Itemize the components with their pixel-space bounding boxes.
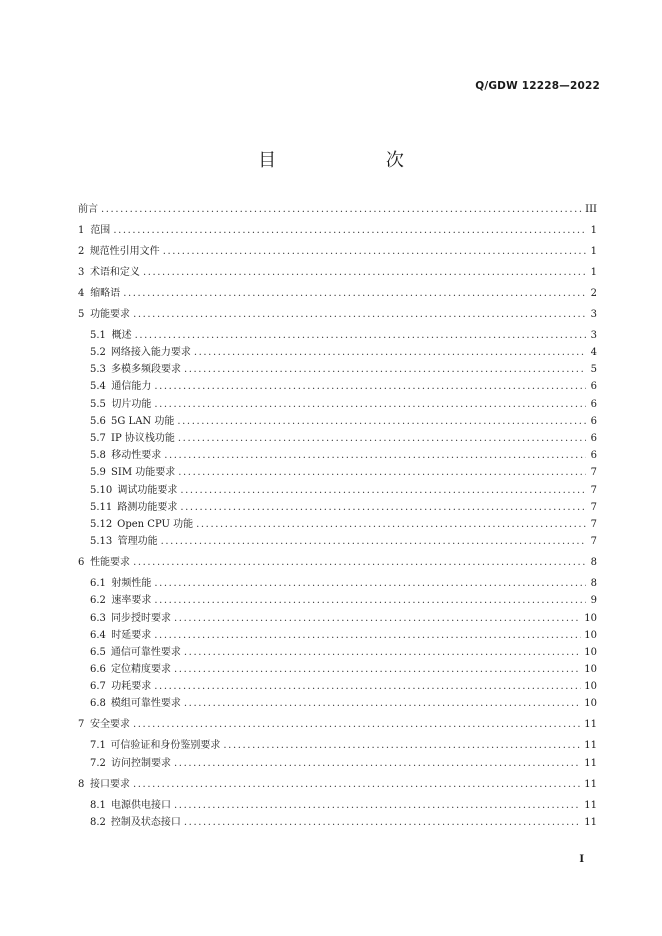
- toc-entry-number: 6.8: [90, 698, 106, 710]
- toc-entry[interactable]: [78, 694, 597, 711]
- toc-leader-dots: [154, 595, 586, 606]
- toc-leader-dots: [133, 309, 586, 320]
- page-number: I: [579, 854, 584, 865]
- toc-entry[interactable]: [78, 532, 597, 549]
- toc-entry[interactable]: [78, 796, 597, 813]
- toc-entry-page: 10: [584, 681, 597, 693]
- toc-leader-dots: [184, 647, 581, 658]
- toc-entry[interactable]: [78, 715, 597, 732]
- toc-entry-label: 控制及状态接口: [110, 816, 181, 828]
- toc-entry[interactable]: [78, 775, 597, 792]
- toc-entry-label: 管理功能: [117, 536, 158, 548]
- toc-leader-dots: [174, 800, 581, 811]
- toc-entry-label: 缩略语: [90, 287, 121, 299]
- toc-entry-number: 5.3: [90, 364, 106, 376]
- toc-entry[interactable]: [78, 242, 597, 259]
- toc-entry-page: 5: [590, 364, 597, 376]
- toc-entry[interactable]: [78, 754, 597, 771]
- page-title: 目 次: [258, 150, 456, 171]
- toc-leader-dots: [184, 698, 581, 709]
- toc-entry-number: 8.1: [90, 799, 106, 811]
- toc-leader-dots: [223, 740, 581, 751]
- toc-entry[interactable]: [78, 498, 597, 515]
- toc-entry-page: 7: [590, 467, 597, 479]
- toc-entry-label: 前言: [78, 204, 98, 215]
- toc-entry[interactable]: [78, 200, 597, 217]
- toc-entry-page: 4: [590, 347, 597, 359]
- toc-entry-number: 7.1: [90, 740, 106, 752]
- toc-entry-label: 功耗要求: [111, 681, 152, 693]
- toc-entry-page: 10: [584, 664, 597, 676]
- toc-entry-label: 路测功能要求: [117, 501, 178, 513]
- toc-entry-page: 10: [584, 646, 597, 658]
- toc-entry-label: 速率要求: [111, 595, 152, 607]
- toc-entry-label: 功能要求: [90, 308, 131, 320]
- toc-entry-page: 7: [590, 536, 597, 548]
- toc-entry[interactable]: [78, 553, 597, 570]
- toc-entry[interactable]: [78, 626, 597, 643]
- toc-entry-page: 11: [584, 757, 597, 769]
- toc-entry-number: 6.3: [90, 612, 106, 624]
- document-code: Q/GDW 12228—2022: [475, 80, 600, 92]
- toc-leader-dots: [177, 416, 586, 427]
- toc-entry-label: 性能要求: [90, 557, 131, 569]
- toc-entry-page: 3: [590, 329, 597, 341]
- toc-leader-dots: [113, 225, 586, 236]
- toc-entry-number: 6.5: [90, 646, 106, 658]
- toc-leader-dots: [180, 502, 586, 513]
- toc-leader-dots: [133, 779, 581, 790]
- toc-entry-number: 8: [78, 778, 85, 790]
- toc-entry[interactable]: [78, 736, 597, 753]
- toc-entry-label: 模组可靠性要求: [110, 698, 181, 710]
- toc-entry[interactable]: [78, 643, 597, 660]
- toc-leader-dots: [161, 536, 586, 547]
- toc-entry-label: 同步授时要求: [111, 612, 172, 624]
- toc-entry[interactable]: [78, 395, 597, 412]
- toc-leader-dots: [174, 613, 581, 624]
- toc-entry-label: 调试功能要求: [117, 484, 178, 496]
- toc-entry-label: 定位精度要求: [111, 664, 172, 676]
- toc-entry[interactable]: [78, 591, 597, 608]
- toc-leader-dots: [163, 246, 586, 257]
- toc-entry-page: 11: [584, 740, 597, 752]
- toc-entry-page: 11: [584, 719, 597, 731]
- toc-entry-label: 多模多频段要求: [110, 364, 181, 376]
- toc-leader-dots: [154, 381, 586, 392]
- toc-entry-label: Open CPU 功能: [117, 518, 194, 530]
- toc-leader-dots: [174, 758, 581, 769]
- toc-entry-page: 6: [590, 381, 597, 393]
- toc-entry-page: 9: [590, 595, 597, 607]
- toc-entry[interactable]: [78, 677, 597, 694]
- toc-entry-page: 11: [584, 799, 597, 811]
- toc-entry-number: 2: [78, 245, 85, 257]
- toc-entry[interactable]: [78, 660, 597, 677]
- toc-entry-label: 术语和定义: [89, 266, 140, 278]
- toc-entry[interactable]: [78, 574, 597, 591]
- toc-entry-number: 6.6: [90, 664, 106, 676]
- toc-entry-page: 6: [590, 433, 597, 445]
- toc-entry-number: 5.2: [90, 347, 106, 359]
- toc-entry-page: 1: [590, 266, 597, 278]
- toc-entry-page: 10: [584, 698, 597, 710]
- toc-entry[interactable]: [78, 284, 597, 301]
- toc-leader-dots: [178, 433, 586, 444]
- toc-leader-dots: [101, 204, 582, 215]
- toc-entry[interactable]: [78, 463, 597, 480]
- toc-entry-label: 网络接入能力要求: [110, 347, 191, 359]
- toc-entry-label: 5G LAN 功能: [111, 415, 175, 427]
- toc-entry-label: 可信验证和身份鉴别要求: [110, 740, 221, 752]
- toc-leader-dots: [194, 347, 586, 358]
- toc-entry-number: 5.9: [90, 467, 106, 479]
- toc-leader-dots: [184, 364, 586, 375]
- toc-leader-dots: [174, 664, 581, 675]
- toc-entry-number: 5.8: [90, 450, 106, 462]
- toc-leader-dots: [154, 399, 586, 410]
- toc-entry-page: III: [585, 204, 597, 215]
- toc-leader-dots: [123, 288, 586, 299]
- toc-entry-page: 1: [590, 245, 597, 257]
- toc-entry-page: 6: [590, 398, 597, 410]
- toc-entry-number: 6.2: [90, 595, 106, 607]
- toc-entry-number: 5.7: [90, 433, 106, 445]
- toc-entry-label: 访问控制要求: [111, 757, 172, 769]
- toc-entry-label: 切片功能: [111, 398, 152, 410]
- toc-leader-dots: [133, 719, 581, 730]
- toc-entry-label: 范围: [90, 224, 111, 236]
- toc-entry-page: 10: [584, 612, 597, 624]
- toc-entry-number: 7: [78, 719, 85, 731]
- toc-entry-number: 5.4: [90, 381, 106, 393]
- toc-leader-dots: [143, 267, 586, 278]
- toc-entry-number: 5.6: [90, 415, 106, 427]
- toc-entry-number: 3: [78, 266, 85, 278]
- toc-entry[interactable]: [78, 326, 597, 343]
- toc-entry-page: 3: [590, 308, 597, 320]
- toc-leader-dots: [180, 485, 586, 496]
- toc-leader-dots: [178, 467, 586, 478]
- toc-entry-number: 5.10: [90, 484, 113, 496]
- toc-entry[interactable]: [78, 609, 597, 626]
- toc-entry-label: 接口要求: [90, 778, 130, 790]
- toc-entry-number: 5.13: [90, 536, 113, 548]
- toc-entry-number: 8.2: [90, 816, 106, 828]
- toc-entry-page: 2: [590, 287, 597, 299]
- table-of-contents: [78, 200, 597, 830]
- toc-entry-page: 1: [590, 224, 597, 236]
- toc-entry-number: 7.2: [90, 757, 106, 769]
- toc-entry-number: 5.5: [90, 398, 106, 410]
- toc-entry-page: 8: [590, 578, 597, 590]
- toc-entry-label: 规范性引用文件: [89, 245, 160, 257]
- toc-entry-label: 移动性要求: [111, 450, 162, 462]
- toc-entry[interactable]: [78, 813, 597, 830]
- toc-entry-page: 11: [584, 778, 597, 790]
- toc-leader-dots: [154, 578, 586, 589]
- toc-entry-label: 射频性能: [111, 578, 152, 590]
- toc-entry-number: 5.12: [90, 518, 113, 530]
- toc-entry-number: 5.1: [90, 329, 106, 341]
- toc-entry-number: 6: [78, 557, 85, 569]
- toc-leader-dots: [154, 630, 581, 641]
- toc-entry[interactable]: [78, 360, 597, 377]
- toc-entry-page: 7: [590, 518, 597, 530]
- toc-entry-page: 10: [584, 629, 597, 641]
- toc-entry-page: 7: [590, 501, 597, 513]
- toc-entry[interactable]: [78, 263, 597, 280]
- toc-entry-label: 通信可靠性要求: [110, 646, 181, 658]
- toc-entry-label: 时延要求: [111, 629, 152, 641]
- toc-entry-label: 电源供电接口: [111, 799, 172, 811]
- toc-leader-dots: [133, 557, 586, 568]
- toc-entry-page: 7: [590, 484, 597, 496]
- toc-leader-dots: [154, 681, 581, 692]
- toc-entry[interactable]: [78, 429, 597, 446]
- toc-entry-number: 6.4: [90, 629, 106, 641]
- toc-entry-number: 6.1: [90, 578, 106, 590]
- toc-entry[interactable]: [78, 481, 597, 498]
- toc-entry-page: 6: [590, 415, 597, 427]
- toc-entry-label: 概述: [111, 329, 132, 341]
- toc-leader-dots: [135, 330, 586, 341]
- toc-entry[interactable]: [78, 305, 597, 322]
- toc-entry-label: IP 协议栈功能: [111, 433, 175, 445]
- toc-leader-dots: [184, 817, 581, 828]
- toc-entry[interactable]: [78, 221, 597, 238]
- toc-entry-number: 1: [78, 224, 85, 236]
- toc-entry[interactable]: [78, 446, 597, 463]
- toc-entry-page: 6: [590, 450, 597, 462]
- toc-entry[interactable]: [78, 377, 597, 394]
- toc-entry-page: 8: [590, 557, 597, 569]
- toc-leader-dots: [196, 519, 586, 530]
- toc-entry-number: 6.7: [90, 681, 106, 693]
- toc-entry-number: 5: [78, 308, 85, 320]
- toc-entry[interactable]: [78, 515, 597, 532]
- toc-entry[interactable]: [78, 343, 597, 360]
- toc-leader-dots: [164, 450, 586, 461]
- toc-entry-label: 通信能力: [111, 381, 152, 393]
- toc-entry-page: 11: [584, 816, 597, 828]
- toc-entry-label: 安全要求: [90, 719, 130, 731]
- toc-entry[interactable]: [78, 412, 597, 429]
- toc-entry-label: SIM 功能要求: [111, 467, 176, 479]
- toc-entry-number: 5.11: [90, 501, 113, 513]
- toc-entry-number: 4: [78, 287, 85, 299]
